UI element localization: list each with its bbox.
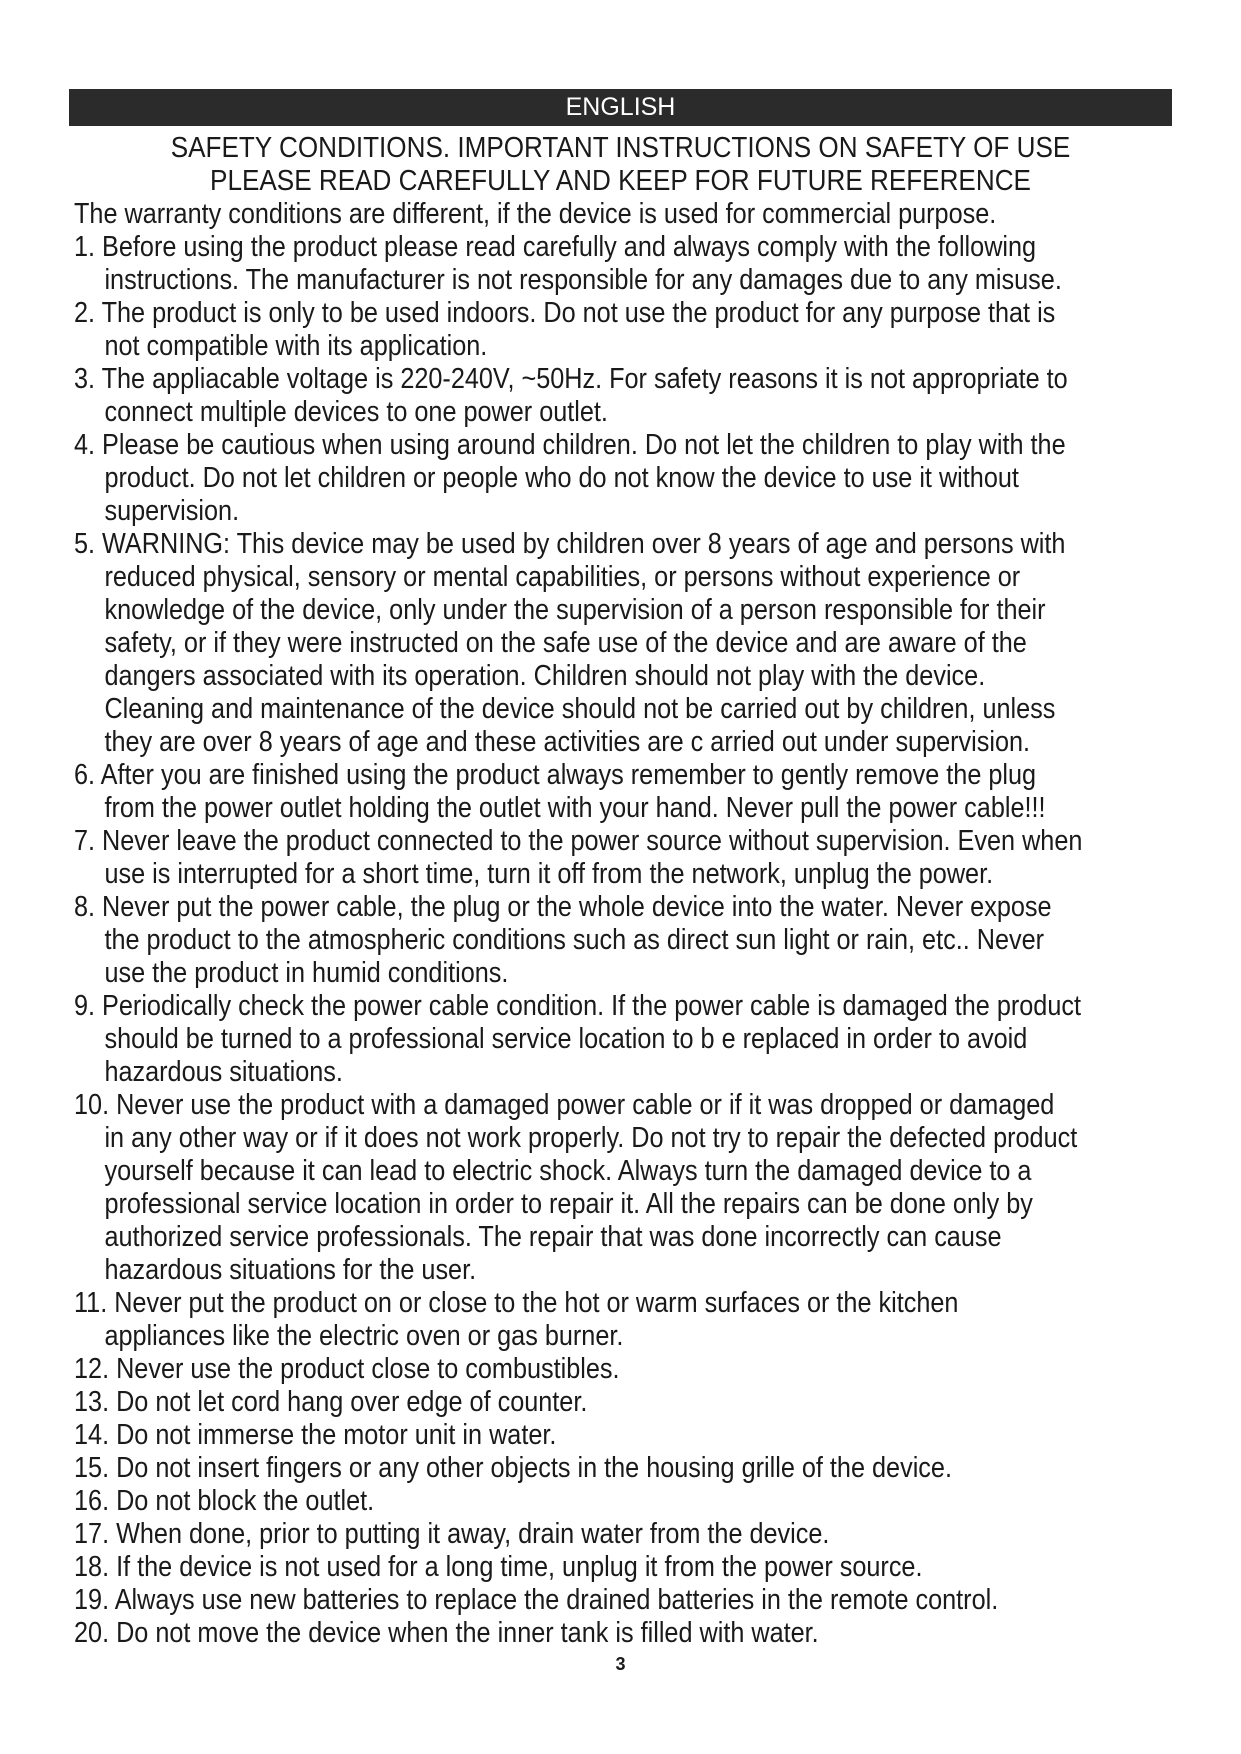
title-line-2: PLEASE READ CAREFULLY AND KEEP FOR FUTURE REFERENCE [210,165,1031,197]
instruction-item [74,1419,1194,1452]
instruction-line-continued: supervision. [104,495,240,527]
instruction-item [74,990,1194,1089]
instruction-line-first: 18. If the device is not used for a long time, unplug it from the power source. [74,1551,923,1583]
instruction-line-continued: they are over 8 years of age and these activities are c arried out under supervision. [104,726,1031,758]
instruction-line-first: 11. Never put the product on or close to the hot or warm surfaces or the kitchen [74,1287,959,1319]
instruction-item [74,429,1194,528]
title-line-1: SAFETY CONDITIONS. IMPORTANT INSTRUCTIONS ON SAFETY OF USE [170,132,1071,164]
instruction-line-continued: hazardous situations. [104,1056,343,1088]
instruction-item [74,1518,1194,1551]
safety-instructions-list [74,231,1194,1650]
instruction-item [74,1551,1194,1584]
safety-title-block [69,132,1172,198]
instruction-line-first: 4. Please be cautious when using around children. Do not let the children to play with the [74,429,1066,461]
instruction-item [74,1353,1194,1386]
instruction-line-first: 5. WARNING: This device may be used by children over 8 years of age and persons with [74,528,1066,560]
instruction-line-continued: connect multiple devices to one power outlet. [104,396,608,428]
instruction-line-first: 17. When done, prior to putting it away, drain water from the device. [74,1518,830,1550]
instruction-line-first: 10. Never use the product with a damaged power cable or if it was dropped or damaged [74,1089,1055,1121]
language-header-bar: ENGLISH [69,89,1172,126]
instruction-line-first: 14. Do not immerse the motor unit in water. [74,1419,557,1451]
instruction-line-continued: authorized service professionals. The repair that was done incorrectly can cause [104,1221,1002,1253]
instruction-line-first: 1. Before using the product please read carefully and always comply with the following [74,231,1037,263]
instruction-line-continued: product. Do not let children or people who do not know the device to use it without [104,462,1019,494]
instruction-line-continued: use is interrupted for a short time, turn it off from the network, unplug the power. [104,858,994,890]
instruction-item [74,1386,1194,1419]
instruction-line-continued: professional service location in order to repair it. All the repairs can be done only by [104,1188,1033,1220]
instruction-line-continued: dangers associated with its operation. Children should not play with the device. [104,660,986,692]
instruction-line-continued: use the product in humid conditions. [104,957,509,989]
instruction-line-first: 8. Never put the power cable, the plug or the whole device into the water. Never expose [74,891,1052,923]
instruction-item [74,1452,1194,1485]
instruction-line-continued: knowledge of the device, only under the supervision of a person responsible for their [104,594,1046,626]
instruction-item [74,825,1194,891]
instruction-item [74,297,1194,363]
instruction-line-continued: the product to the atmospheric conditions such as direct sun light or rain, etc.. Never [104,924,1045,956]
instruction-line-continued: safety, or if they were instructed on the safe use of the device and are aware of the [104,627,1027,659]
instruction-item [74,528,1194,759]
instruction-line-continued: yourself because it can lead to electric shock. Always turn the damaged device to a [104,1155,1032,1187]
instruction-line-continued: appliances like the electric oven or gas burner. [104,1320,624,1352]
instruction-item [74,1617,1194,1650]
instruction-item [74,1584,1194,1617]
instruction-line-continued: Cleaning and maintenance of the device should not be carried out by children, unless [104,693,1056,725]
instruction-line-continued: instructions. The manufacturer is not responsible for any damages due to any misuse. [104,264,1062,296]
instruction-line-first: 9. Periodically check the power cable condition. If the power cable is damaged the product [74,990,1081,1022]
instruction-line-first: 6. After you are finished using the product always remember to gently remove the plug [74,759,1037,791]
instruction-line-first: 16. Do not block the outlet. [74,1485,375,1517]
page-number: 3 [615,1654,626,1674]
instruction-item [74,231,1194,297]
instruction-item [74,759,1194,825]
instruction-item [74,1089,1194,1287]
instruction-line-continued: in any other way or if it does not work properly. Do not try to repair the defected product [104,1122,1078,1154]
instruction-line-continued: reduced physical, sensory or mental capabilities, or persons without experience or [104,561,1021,593]
instructions-body [74,198,1194,1650]
instruction-line-first: 15. Do not insert fingers or any other objects in the housing grille of the device. [74,1452,952,1484]
instruction-line-continued: should be turned to a professional service location to b e replaced in order to avoid [104,1023,1028,1055]
instruction-line-continued: from the power outlet holding the outlet with your hand. Never pull the power cable!!! [104,792,1046,824]
instruction-item [74,1287,1194,1353]
instruction-line-first: 19. Always use new batteries to replace the drained batteries in the remote control. [74,1584,999,1616]
instruction-item [74,1485,1194,1518]
instruction-line-first: 12. Never use the product close to combustibles. [74,1353,620,1385]
instruction-item [74,891,1194,990]
instruction-item [74,363,1194,429]
instruction-line-continued: hazardous situations for the user. [104,1254,477,1286]
instruction-line-continued: not compatible with its application. [104,330,488,362]
instruction-line-first: 20. Do not move the device when the inner tank is filled with water. [74,1617,819,1649]
instruction-line-first: 13. Do not let cord hang over edge of counter. [74,1386,588,1418]
instruction-line-first: 2. The product is only to be used indoors. Do not use the product for any purpose that is [74,297,1056,329]
warranty-intro: The warranty conditions are different, if the device is used for commercial purpose. [74,198,997,230]
instruction-line-first: 7. Never leave the product connected to the power source without supervision. Even when [74,825,1083,857]
instruction-line-first: 3. The appliacable voltage is 220-240V, ~50Hz. For safety reasons it is not appropriate to [74,363,1068,395]
